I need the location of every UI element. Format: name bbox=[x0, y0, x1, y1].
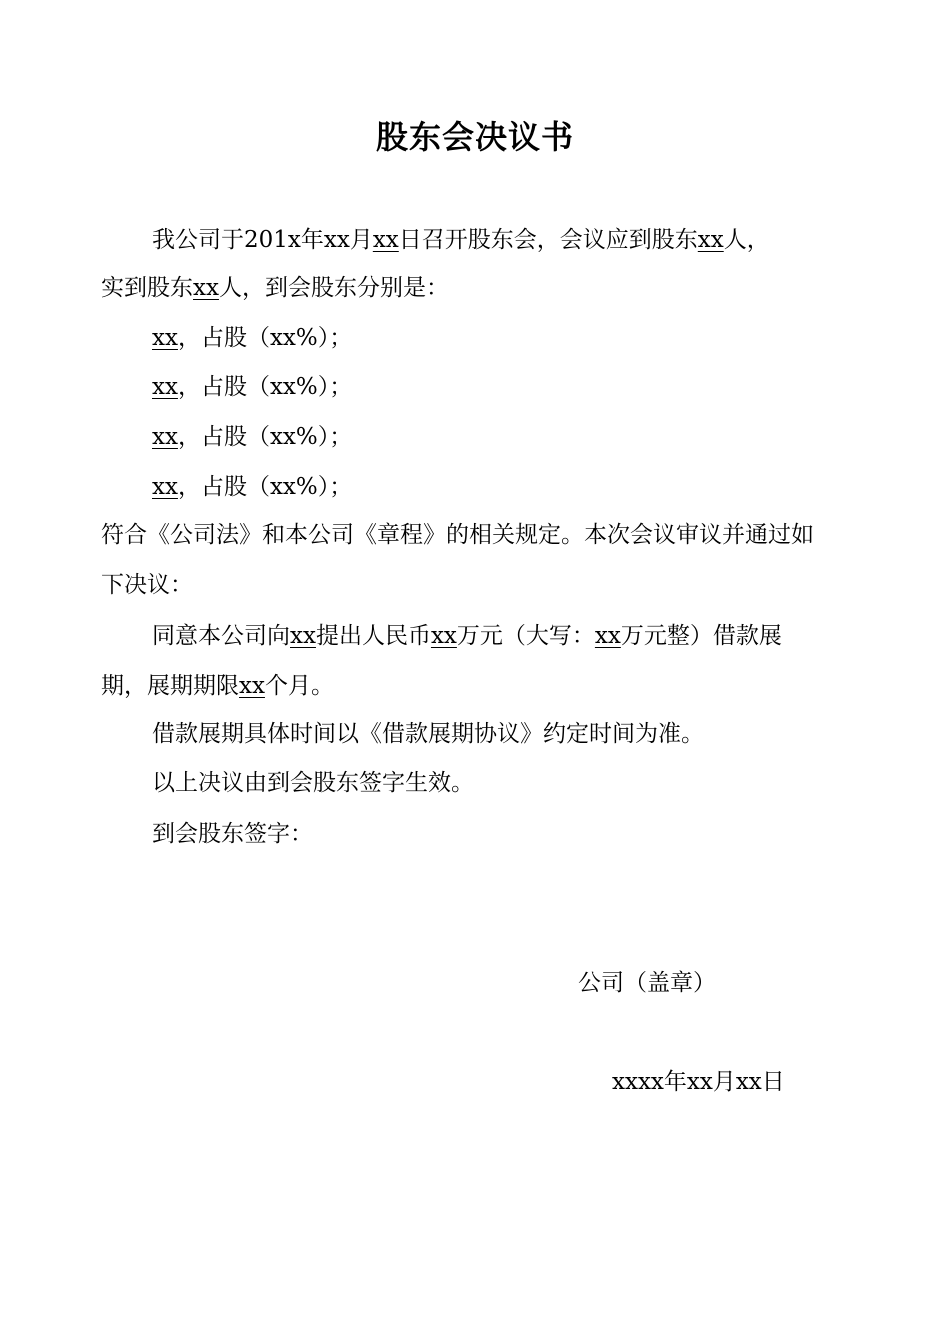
compliance-line-1: 符合《公司法》和本公司《章程》的相关规定。本次会议审议并通过如 bbox=[101, 522, 814, 548]
extension-months-placeholder: xx bbox=[239, 673, 265, 699]
shareholder-name-placeholder: xx bbox=[152, 474, 178, 500]
expected-shareholders-placeholder: xx bbox=[697, 227, 724, 253]
meeting-day-placeholder: xx bbox=[372, 227, 399, 253]
signature-label: 到会股东签字： bbox=[152, 821, 313, 847]
shareholder-share: ，占股（xx%）； bbox=[177, 474, 353, 500]
meeting-intro-line-1 bbox=[152, 222, 770, 258]
shareholder-share: ，占股（xx%）； bbox=[177, 325, 353, 351]
shareholder-share: ，占股（xx%）； bbox=[177, 424, 353, 450]
effective-line: 以上决议由到会股东签字生效。 bbox=[152, 770, 474, 796]
text-segment: 人，到会股东分别是： bbox=[218, 275, 449, 301]
meeting-intro-line-2 bbox=[101, 270, 449, 306]
timing-line: 借款展期具体时间以《借款展期协议》约定时间为准。 bbox=[152, 721, 704, 747]
amount-words-placeholder: xx bbox=[594, 623, 621, 649]
compliance-line-2: 下决议： bbox=[101, 572, 193, 598]
shareholder-share: ，占股（xx%）； bbox=[177, 374, 353, 400]
shareholder-name-placeholder: xx bbox=[152, 325, 178, 351]
company-seal-label: 公司（盖章） bbox=[578, 970, 716, 996]
text-segment: 日召开股东会，会议应到股东 bbox=[398, 227, 698, 253]
text-segment: 人， bbox=[723, 227, 770, 253]
document-title: 股东会决议书 bbox=[375, 118, 574, 156]
shareholder-name-placeholder: xx bbox=[152, 424, 178, 450]
text-segment: 提出人民币 bbox=[315, 623, 431, 649]
shareholder-item bbox=[152, 320, 352, 356]
attending-shareholders-placeholder: xx bbox=[193, 275, 219, 301]
shareholder-name-placeholder: xx bbox=[152, 374, 178, 400]
document-date: xxxx年xx月xx日 bbox=[612, 1069, 785, 1095]
text-segment: 个月。 bbox=[264, 673, 334, 699]
text-segment: 期，展期期限 bbox=[101, 673, 239, 699]
shareholder-item bbox=[152, 419, 352, 455]
text-segment: 同意本公司向 bbox=[152, 623, 290, 649]
resolution-line-1 bbox=[152, 618, 782, 654]
resolution-line-2 bbox=[101, 668, 334, 704]
text-segment: 我公司于201x年xx月 bbox=[152, 227, 373, 253]
text-segment: 万元（大写： bbox=[456, 623, 595, 649]
amount-placeholder: xx bbox=[430, 623, 457, 649]
text-segment: 万元整）借款展 bbox=[620, 623, 782, 649]
text-segment: 实到股东 bbox=[101, 275, 193, 301]
lender-placeholder: xx bbox=[290, 623, 316, 649]
shareholder-item bbox=[152, 369, 352, 405]
shareholder-item bbox=[152, 469, 352, 505]
